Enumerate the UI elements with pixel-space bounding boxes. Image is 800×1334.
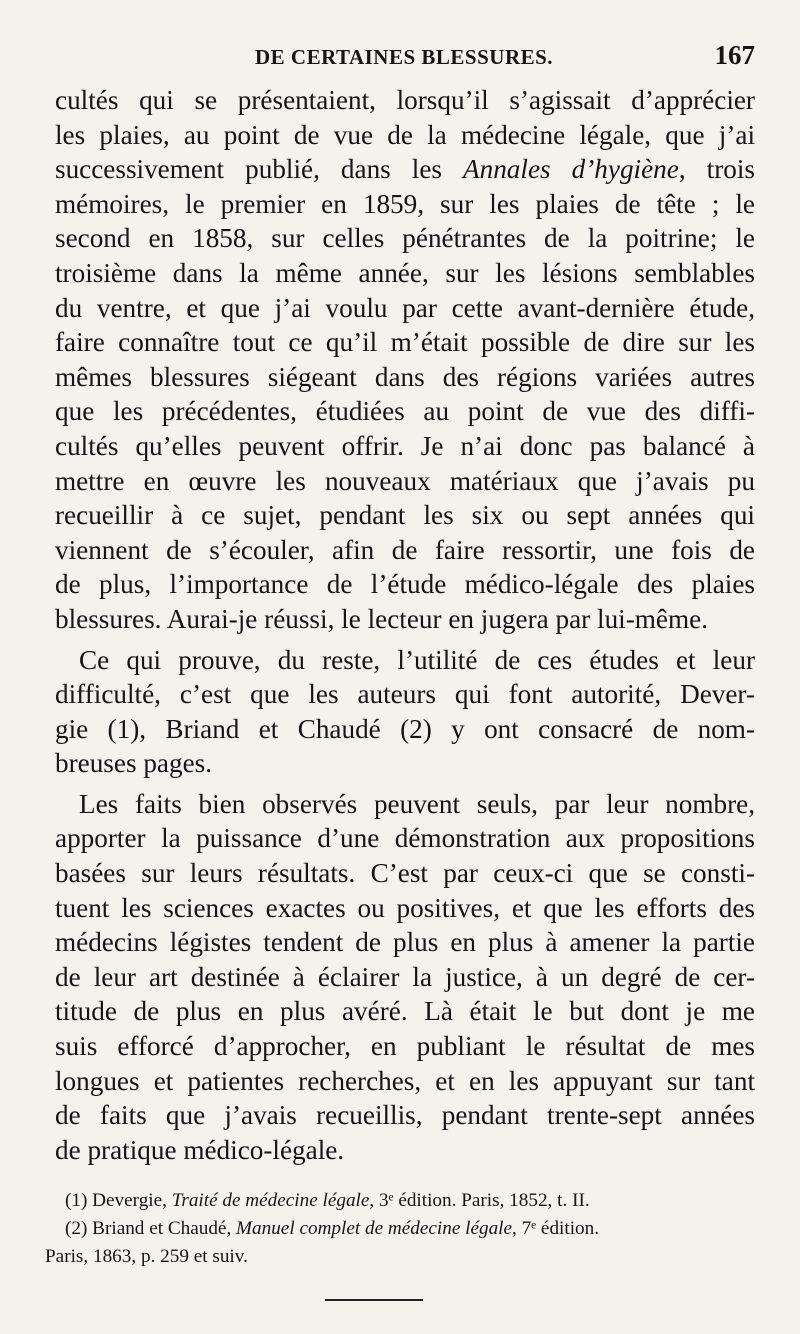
- text-line: blessures. Aurai-je réussi, le lecteur en jugera par lui-même.: [55, 603, 709, 634]
- page-header: [255, 40, 755, 80]
- text-line: que les précédentes, étudiées au point de vue des diffi-: [55, 396, 755, 427]
- text-line: du ventre, et que j’ai voulu par cette avant-dernière étude,: [55, 292, 755, 323]
- text-line: de faits que j’avais recueillis, pendant trente-sept années: [55, 1100, 755, 1131]
- running-title: DE CERTAINES BLESSURES.: [255, 45, 554, 69]
- text-line: de leur art destinée à éclairer la justice, à un degré de cer-: [55, 961, 755, 992]
- footnote-2-continued: Paris, 1863, p. 259 et suiv.: [45, 1246, 248, 1267]
- text-line: faire connaître tout ce qu’il m’était possible de dire sur les: [55, 327, 755, 358]
- text-line: les plaies, au point de vue de la médecine légale, que j’ai: [55, 119, 755, 150]
- body-text: [55, 83, 755, 1167]
- text-line: tuent les sciences exactes ou positives, et que les efforts des: [55, 892, 755, 923]
- text-line: recueillir à ce sujet, pendant les six ou sept années qui: [55, 500, 755, 531]
- journal-title: Annales d’hygiène: [463, 154, 679, 185]
- text-line: second en 1858, sur celles pénétrantes de la poitrine; le: [55, 223, 755, 254]
- text-line: difficulté, c’est que les auteurs qui font autorité, Dever-: [55, 679, 755, 710]
- text-line: troisième dans la même année, sur les lésions semblables: [55, 257, 755, 288]
- text-line: cultés qu’elles peuvent offrir. Je n’ai donc pas balancé à: [55, 430, 755, 461]
- text-line: viennent de s’écouler, afin de faire ressortir, une fois de: [55, 534, 755, 565]
- text-line: apporter la puissance d’une démonstration aux propositions: [55, 823, 755, 854]
- text-line: suis efforcé d’approcher, en publiant le résultat de mes: [55, 1031, 755, 1062]
- page-number: 167: [714, 40, 755, 70]
- footnote-1: (1) Devergie, Traité de médecine légale, 3ᵉ édition. Paris, 1852, t. II.: [65, 1190, 590, 1211]
- text-line: gie (1), Briand et Chaudé (2) y ont consacré de nom-: [55, 713, 755, 744]
- text-line: de pratique médico-légale.: [55, 1134, 345, 1165]
- text-line: longues et patientes recherches, et en les appuyant sur tant: [55, 1065, 755, 1096]
- footnote-2: (2) Briand et Chaudé, Manuel complet de médecine légale, 7ᵉ édition.: [65, 1218, 600, 1239]
- text-line: mettre en œuvre les nouveaux matériaux que j’avais pu: [55, 465, 755, 496]
- footnotes: [45, 1187, 757, 1271]
- text-line: cultés qui se présentaient, lorsqu’il s’agissait d’apprécier: [55, 85, 755, 115]
- text-line: breuses pages.: [55, 748, 213, 779]
- text-line: médecins légistes tendent de plus en plus à amener la partie: [55, 927, 755, 958]
- text-line: mémoires, le premier en 1859, sur les plaies de tête ; le: [55, 188, 755, 219]
- end-rule: [325, 1299, 423, 1301]
- text-line: de plus, l’importance de l’étude médico-légale des plaies: [55, 569, 755, 600]
- text-line: Ce qui prouve, du reste, l’utilité de ces études et leur: [79, 644, 755, 675]
- text-line: Les faits bien observés peuvent seuls, par leur nombre,: [79, 788, 755, 819]
- text-line: successivement publié, dans les Annales d’hygiène, trois: [55, 154, 755, 185]
- text-line: basées sur leurs résultats. C’est par ceux-ci que se consti-: [55, 858, 755, 889]
- text-line: mêmes blessures siégeant dans des régions variées autres: [55, 361, 755, 392]
- text-line: titude de plus en plus avéré. Là était le but dont je me: [55, 996, 755, 1027]
